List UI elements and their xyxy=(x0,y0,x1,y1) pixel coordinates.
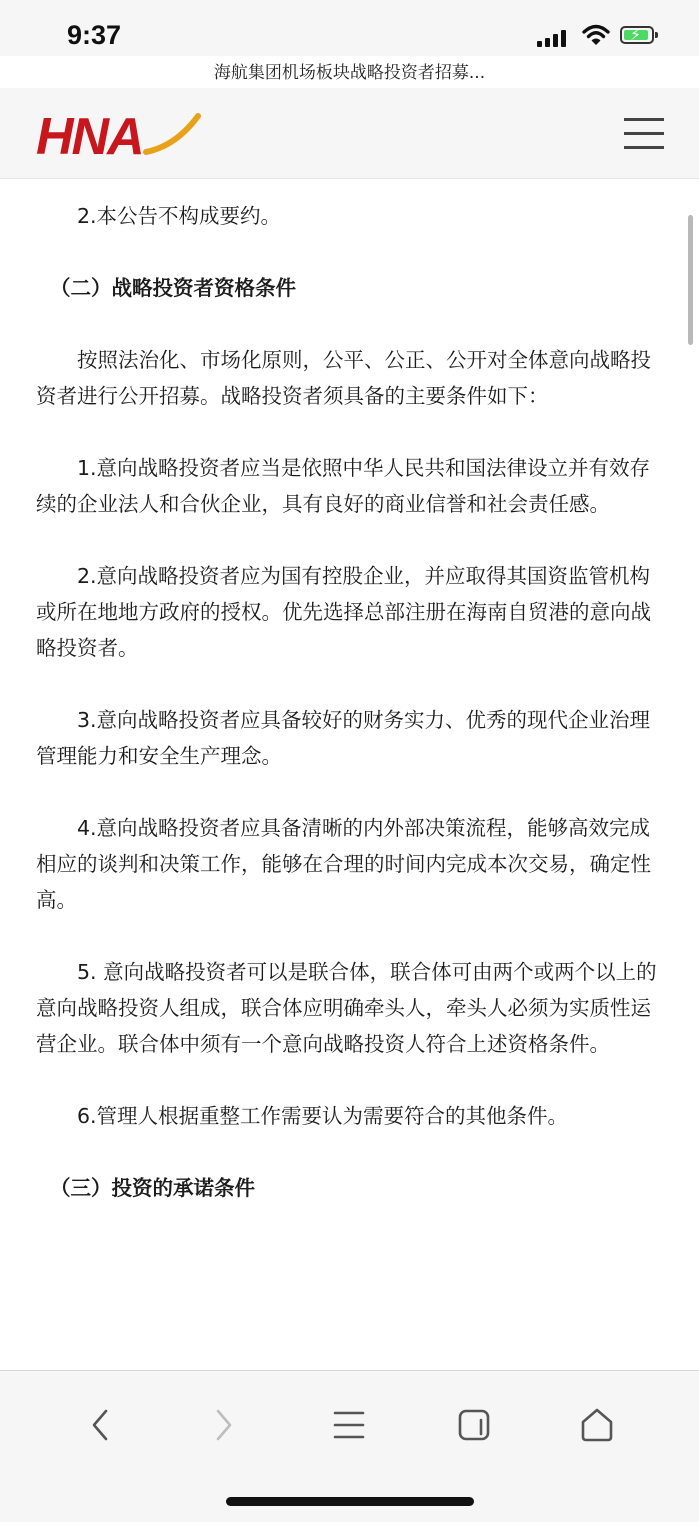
paragraph: 2.本公告不构成要约。 xyxy=(77,204,282,228)
paragraph: 按照法治化、市场化原则，公平、公正、公开对全体意向战略投资者进行公开招募。战略投资者须具备的主要条件如下： xyxy=(36,348,651,408)
paragraph: 2.意向战略投资者应为国有控股企业，并应取得其国资监管机构或所在地地方政府的授权。优先选择总部注册在海南自贸港的意向战略投资者。 xyxy=(36,564,651,660)
browser-toolbar xyxy=(0,1370,699,1522)
cellular-signal-icon xyxy=(537,28,569,47)
paragraph: 6.管理人根据重整工作需要认为需要符合的其他条件。 xyxy=(77,1104,569,1128)
status-time: 9:37 xyxy=(67,20,122,50)
site-header xyxy=(0,88,699,179)
home-indicator[interactable] xyxy=(226,1497,474,1506)
menu-icon[interactable] xyxy=(325,1401,373,1449)
hna-logo[interactable] xyxy=(36,108,206,160)
wifi-icon xyxy=(582,24,610,46)
status-bar xyxy=(0,0,699,56)
paragraph: 3.意向战略投资者应具备较好的财务实力、优秀的现代企业治理管理能力和安全生产理念。 xyxy=(36,708,651,768)
paragraph: 1.意向战略投资者应当是依照中华人民共和国法律设立并有效存续的企业法人和合伙企业，具有良好的商业信誉和社会责任感。 xyxy=(36,456,651,516)
battery-icon: ⚡ xyxy=(620,26,654,44)
section-heading: （二）战略投资者资格条件 xyxy=(50,276,296,300)
back-icon[interactable] xyxy=(76,1401,124,1449)
page-title: 海航集团机场板块战略投资者招募... xyxy=(213,63,486,83)
scrollbar[interactable] xyxy=(688,215,693,345)
tabs-icon[interactable] xyxy=(451,1401,499,1449)
forward-icon[interactable] xyxy=(200,1401,248,1449)
article-body xyxy=(36,198,662,1242)
hamburger-menu-icon[interactable] xyxy=(624,116,664,150)
paragraph: 4.意向战略投资者应具备清晰的内外部决策流程，能够高效完成相应的谈判和决策工作，能够在合理的时间内完成本次交易，确定性高。 xyxy=(36,816,651,912)
section-heading: （三）投资的承诺条件 xyxy=(50,1176,255,1200)
paragraph: 5. 意向战略投资者可以是联合体，联合体可由两个或两个以上的意向战略投资人组成，联合体应明确牵头人，牵头人必须为实质性运营企业。联合体中须有一个意向战略投资人符合上述资格条件。 xyxy=(36,960,657,1056)
svg-text:HNA: HNA xyxy=(36,108,143,160)
home-icon[interactable] xyxy=(573,1401,621,1449)
